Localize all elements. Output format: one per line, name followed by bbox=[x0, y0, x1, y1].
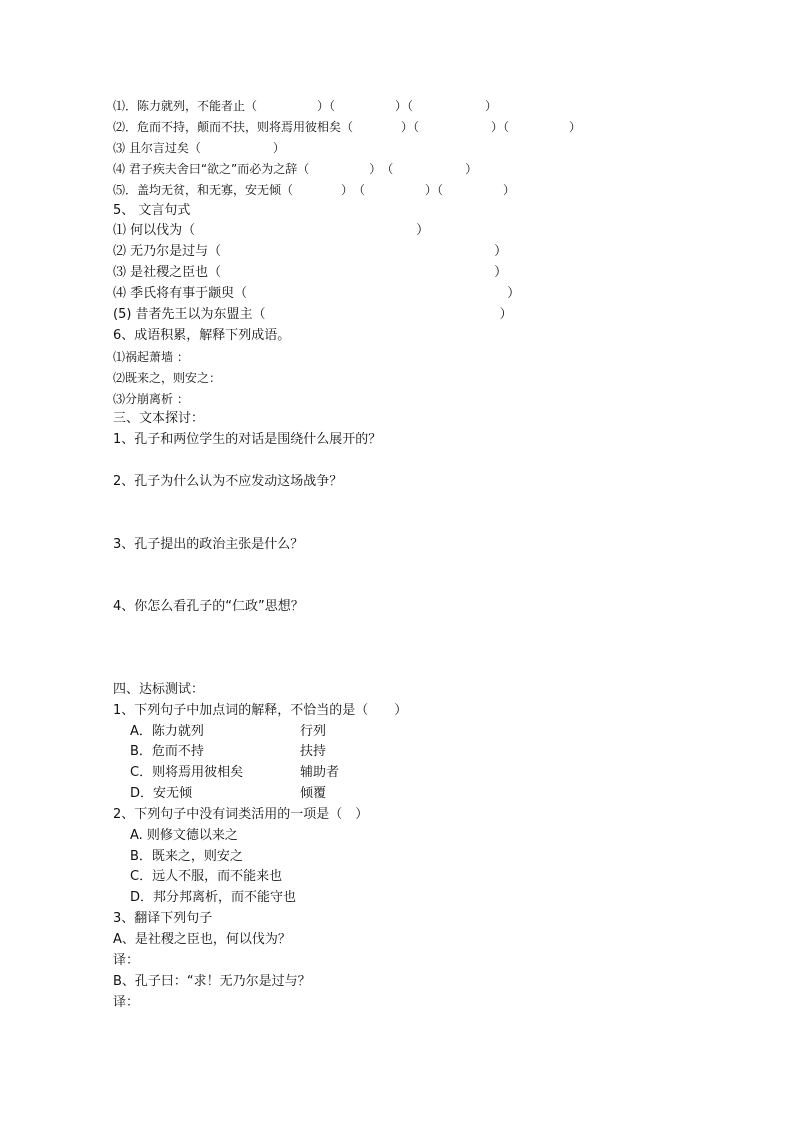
sentence-pattern-item-4: ⑷ 季氏将有事于颛臾（ ） bbox=[113, 286, 521, 301]
test-q1-option-c-answer: 辅助者 bbox=[300, 765, 340, 780]
inquiry-question-1: 1、孔子和两位学生的对话是围绕什么展开的？ bbox=[113, 432, 382, 447]
word-meaning-item-1: ⑴．陈力就列，不能者止（ ）（ ）（ ） bbox=[113, 99, 498, 113]
test-q1-option-b: B．危而不持 bbox=[130, 744, 204, 759]
word-meaning-item-3: ⑶ 且尔言过矣（ ） bbox=[113, 141, 285, 155]
sentence-pattern-item-5: (5) 昔者先王以为东盟主（ ） bbox=[113, 307, 513, 322]
idiom-item-2: ⑵既来之，则安之： bbox=[113, 371, 222, 385]
sentence-pattern-item-3: ⑶ 是社稷之臣也（ ） bbox=[113, 265, 508, 280]
test-q1-option-c: C．则将焉用彼相矣 bbox=[130, 765, 244, 780]
idiom-item-3: ⑶分崩离析 ： bbox=[113, 392, 189, 406]
idioms-heading: 6、成语积累，解释下列成语。 bbox=[113, 328, 291, 343]
test-q3-translation-label-b: 译： bbox=[113, 995, 140, 1010]
test-q2-option-d: D．邦分邦离析，而不能守也 bbox=[130, 890, 297, 905]
test-q1-option-d-answer: 倾覆 bbox=[300, 786, 327, 801]
inquiry-question-2: 2、孔子为什么认为不应发动这场战争？ bbox=[113, 474, 343, 489]
test-heading: 四、达标测试： bbox=[113, 682, 205, 697]
text-inquiry-heading: 三、文本探讨： bbox=[113, 411, 205, 426]
test-q2-option-b: B．既来之，则安之 bbox=[130, 849, 243, 864]
idiom-item-1: ⑴祸起萧墙 ： bbox=[113, 350, 189, 364]
sentence-pattern-heading: 5、 文言句式 bbox=[113, 203, 191, 218]
test-q1-option-d: D．安无倾 bbox=[130, 786, 193, 801]
test-q3-stem: 3、翻译下列句子 bbox=[113, 911, 213, 926]
test-q3-sentence-a: A、是社稷之臣也，何以伐为？ bbox=[113, 932, 291, 947]
test-q2-option-a: A. 则修文德以来之 bbox=[130, 828, 238, 843]
test-q1-stem: 1、下列句子中加点词的解释，不恰当的是（ ） bbox=[113, 703, 408, 718]
test-q3-sentence-b: B、孔子曰：“求！无乃尔是过与？ bbox=[113, 974, 311, 989]
test-q1-option-a-answer: 行列 bbox=[300, 724, 327, 739]
inquiry-question-4: 4、你怎么看孔子的“仁政”思想？ bbox=[113, 599, 304, 614]
test-q3-translation-label-a: 译： bbox=[113, 953, 140, 968]
sentence-pattern-item-1: ⑴ 何以伐为（ ） bbox=[113, 223, 430, 238]
test-q2-option-c: C．远人不服，而不能来也 bbox=[130, 869, 283, 884]
sentence-pattern-item-2: ⑵ 无乃尔是过与（ ） bbox=[113, 244, 508, 259]
word-meaning-item-4: ⑷ 君子疾夫舍曰“欲之”而必为之辞（ ） （ ） bbox=[113, 162, 478, 176]
test-q1-option-b-answer: 扶持 bbox=[300, 744, 327, 759]
inquiry-question-3: 3、孔子提出的政治主张是什么？ bbox=[113, 537, 304, 552]
word-meaning-item-2: ⑵．危而不持，颠而不扶，则将焉用彼相矣（ ）（ ）（ ） bbox=[113, 120, 582, 134]
test-q2-stem: 2、下列句子中没有词类活用的一项是（ ） bbox=[113, 807, 369, 822]
word-meaning-item-5: ⑸．盖均无贫，和无寡，安无倾（ ） （ ）（ ） bbox=[113, 183, 516, 197]
test-q1-option-a: A．陈力就列 bbox=[130, 724, 204, 739]
